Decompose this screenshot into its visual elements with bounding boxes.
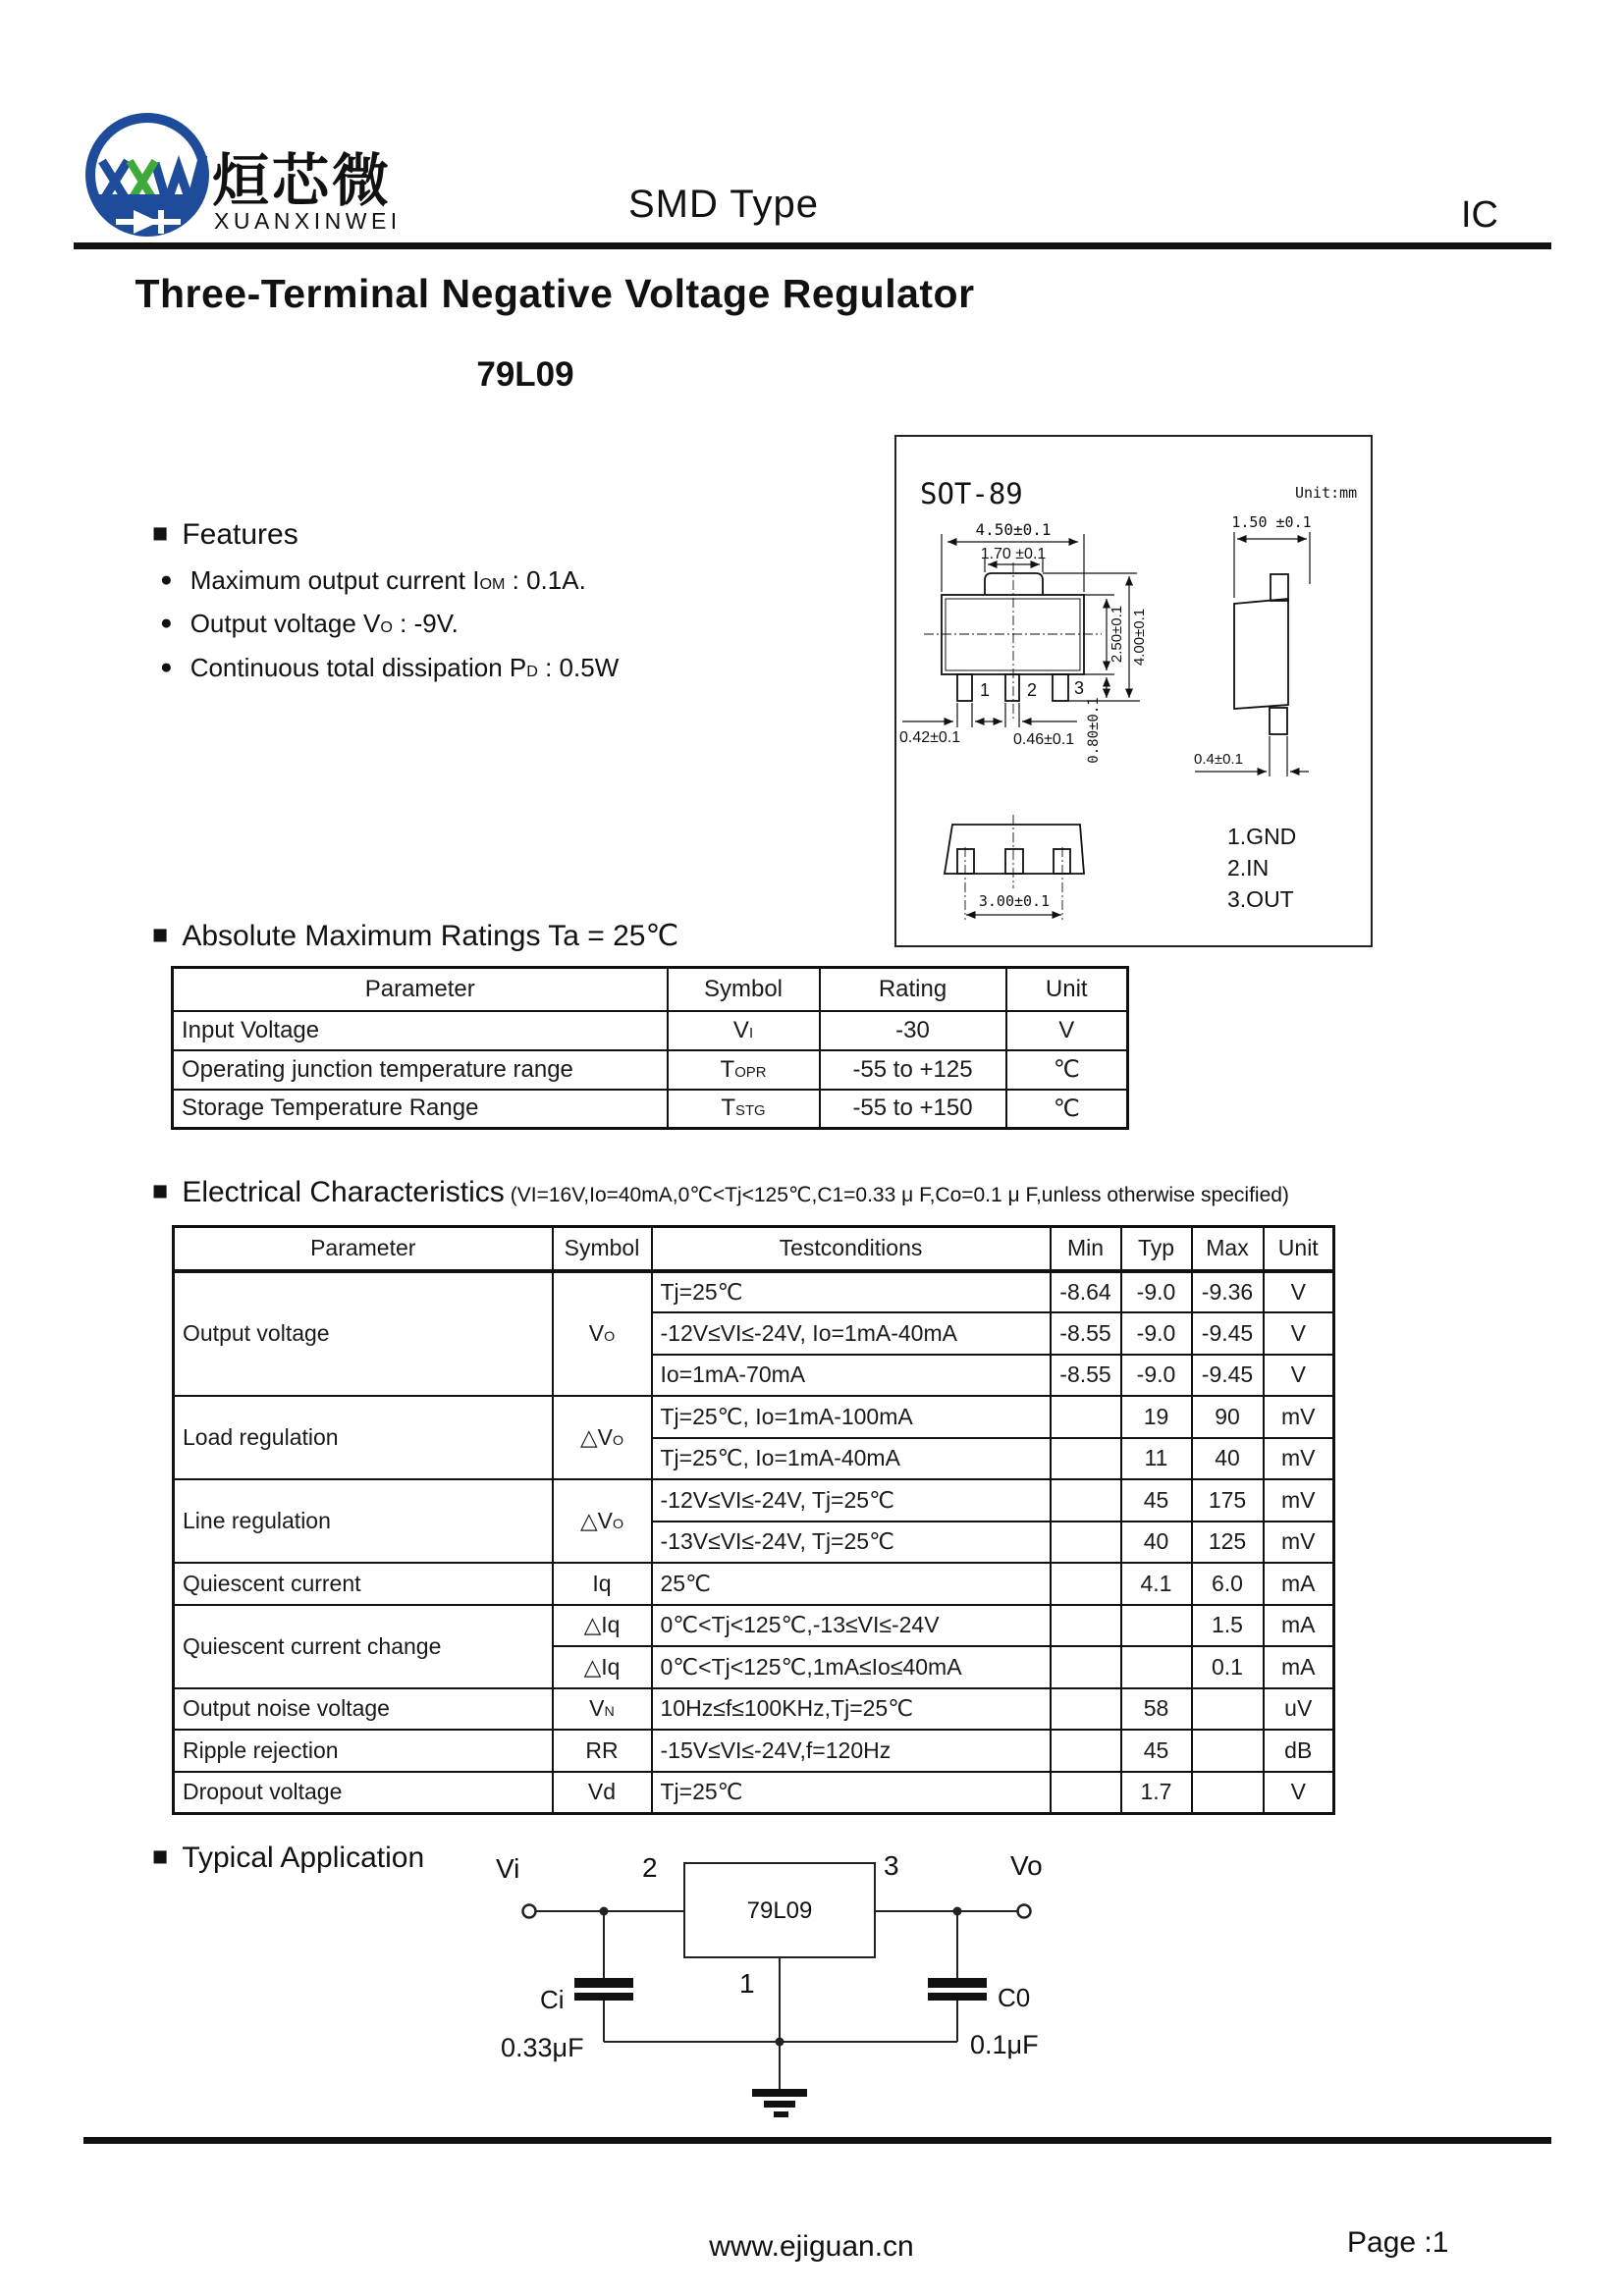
table-row: Output noise voltage VN 10Hz≤f≤100KHz,Tj=25℃ 58 uV — [174, 1688, 1334, 1731]
bottom-width-label: 3.00±0.1 — [978, 892, 1051, 910]
pin-in-label: 2 — [642, 1852, 658, 1883]
cap-out-name: C0 — [998, 1983, 1031, 2012]
company-name-en: XUANXINWEI — [214, 208, 402, 234]
table-row: Input Voltage VI -30 V — [173, 1011, 1128, 1050]
section-marker-icon: ■ — [152, 1842, 169, 1871]
output-capacitor — [928, 1978, 987, 2001]
pin-name-list — [1227, 824, 1296, 912]
logo-mark — [90, 118, 204, 234]
table-row: Ripple rejection RR -15V≤VI≤-24V,f=120Hz 45 dB — [174, 1730, 1334, 1772]
feature-item: ● Continuous total dissipation PD : 0.5W — [160, 653, 620, 682]
svg-text:2.50±0.1: 2.50±0.1 — [1109, 605, 1125, 664]
svg-text:1.GND: 1.GND — [1227, 824, 1297, 849]
section-marker-icon: ■ — [152, 920, 169, 949]
svg-text:0.46±0.1: 0.46±0.1 — [1013, 731, 1075, 748]
table-row: Io=1mA-70mA -8.55 -9.0 -9.45 V — [174, 1355, 1334, 1397]
cap-out-value: 0.1μF — [970, 2030, 1039, 2059]
svg-text:1.50 ±0.1: 1.50 ±0.1 — [1231, 513, 1312, 531]
col-header: Parameter — [173, 968, 668, 1011]
elec-table — [172, 1225, 1335, 1815]
table-row: Tj=25℃, Io=1mA-40mA 11 40 mV — [174, 1438, 1334, 1480]
svg-text:1.70 ±0.1: 1.70 ±0.1 — [980, 546, 1047, 562]
svg-text:0.80±0.1: 0.80±0.1 — [1086, 697, 1102, 764]
abs-max-table — [171, 966, 1129, 1130]
footer-page-number: Page :1 — [1347, 2226, 1449, 2259]
front-view-labels — [899, 520, 1148, 764]
company-logo — [79, 106, 432, 243]
cap-in-value: 0.33μF — [501, 2033, 584, 2062]
table-row: Quiescent current Iq 25℃ 4.1 6.0 mA — [174, 1563, 1334, 1605]
table-row: Storage Temperature Range TSTG -55 to +150 ℃ — [173, 1090, 1128, 1129]
feature-item: ● Maximum output current IOM : 0.1A. — [160, 565, 586, 595]
table-row: Load regulation △VO Tj=25℃, Io=1mA-100mA 19 90 mV — [174, 1396, 1334, 1438]
table-row: Operating junction temperature range TOPR -55 to +125 ℃ — [173, 1050, 1128, 1090]
features-heading: ■ Features — [152, 518, 298, 551]
cap-in-name: Ci — [540, 1985, 565, 2014]
svg-text:1: 1 — [980, 680, 991, 700]
package-drawing-box — [894, 435, 1373, 947]
front-view-dim-lines — [902, 534, 1140, 727]
svg-text:2: 2 — [1027, 680, 1038, 700]
table-row: Quiescent current change △Iq 0℃<Tj<125℃,-13≤VI≤-24V 1.5 mA — [174, 1605, 1334, 1647]
svg-text:4.00±0.1: 4.00±0.1 — [1131, 608, 1148, 667]
section-marker-icon: ■ — [152, 1176, 169, 1205]
package-outline-svg — [896, 437, 1371, 945]
table-row: △Iq 0℃<Tj<125℃,1mA≤Io≤40mA 0.1 mA — [174, 1646, 1334, 1688]
part-number: 79L09 — [476, 355, 574, 394]
input-capacitor — [574, 1978, 633, 2001]
table-row: Dropout voltage Vd Tj=25℃ 1.7 V — [174, 1772, 1334, 1814]
category-label: IC — [1461, 194, 1498, 236]
elec-conditions: (VI=16V,Io=40mA,0℃<Tj<125℃,C1=0.33 μ F,Co=0.1 μ F,unless otherwise specified) — [510, 1184, 1289, 1206]
table-header-row — [173, 968, 1128, 1011]
application-heading: ■ Typical Application — [152, 1842, 425, 1874]
table-row: -13V≤VI≤-24V, Tj=25℃ 40 125 mV — [174, 1522, 1334, 1564]
bullet-icon: ● — [160, 568, 173, 591]
regulator-label: 79L09 — [746, 1897, 813, 1924]
table-row: -12V≤VI≤-24V, Io=1mA-40mA -8.55 -9.0 -9.45 V — [174, 1312, 1334, 1355]
side-view-body — [1234, 574, 1288, 734]
footer-website: www.ejiguan.cn — [709, 2230, 914, 2263]
svg-text:3: 3 — [1074, 678, 1085, 698]
svg-text:0.4±0.1: 0.4±0.1 — [1194, 751, 1243, 768]
header-rule — [74, 242, 1551, 249]
svg-text:0.42±0.1: 0.42±0.1 — [899, 729, 961, 746]
output-label: Vo — [1010, 1850, 1043, 1881]
col-header: Unit — [1006, 968, 1128, 1011]
col-header: Rating — [820, 968, 1006, 1011]
application-circuit — [452, 1845, 1119, 2140]
package-unit: Unit:mm — [1295, 484, 1358, 502]
table-row: Output voltage VO Tj=25℃ -8.64 -9.0 -9.36 V — [174, 1271, 1334, 1313]
svg-text:2.IN: 2.IN — [1227, 855, 1270, 881]
input-label: Vi — [496, 1853, 520, 1884]
side-view-labels — [1194, 513, 1312, 768]
pin-out-label: 3 — [884, 1850, 899, 1881]
company-name-cn: 烜芯微 — [212, 149, 393, 213]
footer-rule — [83, 2137, 1551, 2144]
svg-text:4.50±0.1: 4.50±0.1 — [975, 520, 1052, 539]
table-row: Line regulation △VO -12V≤VI≤-24V, Tj=25℃ 45 175 mV — [174, 1479, 1334, 1522]
col-header: Symbol — [668, 968, 820, 1011]
elec-heading: ■ Electrical Characteristics (VI=16V,Io=40mA,0℃<Tj<125℃,C1=0.33 μ F,Co=0.1 μ F,unless otherwise specified) — [152, 1176, 1289, 1208]
section-marker-icon: ■ — [152, 518, 169, 548]
bullet-icon: ● — [160, 612, 173, 634]
table-header-row: Parameter Symbol Testconditions Min Typ Max Unit — [174, 1227, 1334, 1271]
ground-icon — [752, 2089, 807, 2117]
page-title: Three-Terminal Negative Voltage Regulator — [135, 271, 975, 316]
feature-item: ● Output voltage VO : -9V. — [160, 609, 459, 638]
package-name: SOT-89 — [920, 477, 1023, 510]
bullet-icon: ● — [160, 656, 173, 678]
side-view-dim-lines — [1195, 532, 1310, 776]
doc-type-label: SMD Type — [628, 183, 819, 226]
svg-text:3.OUT: 3.OUT — [1227, 886, 1294, 912]
abs-max-heading: ■ Absolute Maximum Ratings Ta = 25℃ — [152, 920, 679, 952]
front-view-body — [942, 573, 1084, 701]
pin-gnd-label: 1 — [739, 1968, 755, 1999]
